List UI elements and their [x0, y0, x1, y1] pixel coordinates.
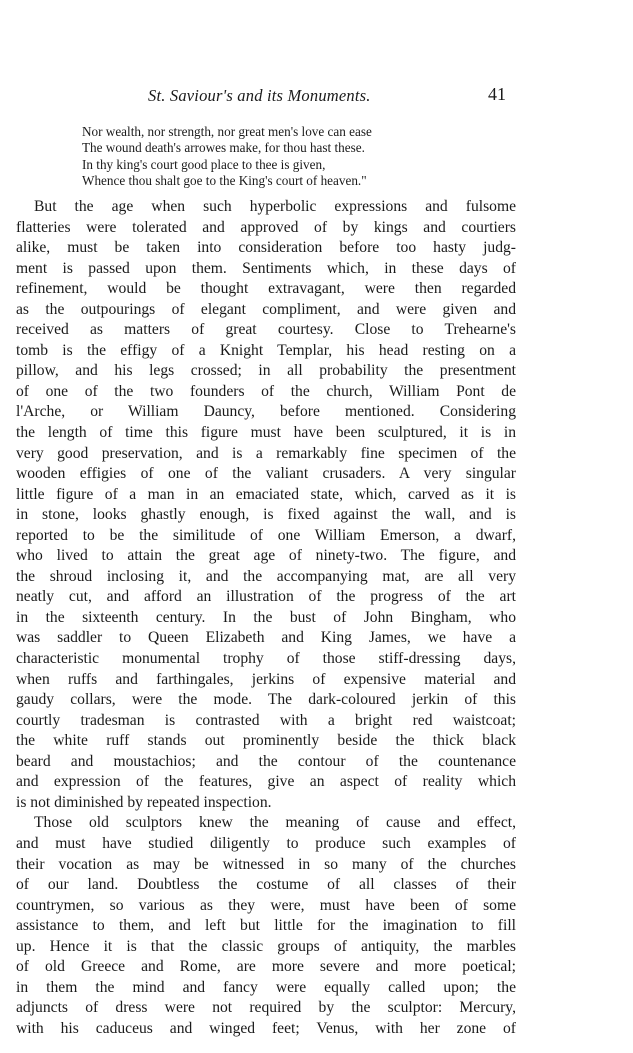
text-line: the white ruff stands out prominently beside the thick black: [16, 732, 516, 750]
text-line: neatly cut, and afford an illustration of the progress of the art: [16, 588, 516, 606]
text-line: tomb is the effigy of a Knight Templar, his head resting on a: [16, 341, 516, 359]
running-title: St. Saviour's and its Monuments.: [148, 86, 371, 105]
text-line: assistance to them, and left but little for the imagination to fill: [16, 917, 516, 935]
text-line: very good preservation, and is a remarkably fine specimen of the: [16, 444, 516, 462]
text-line: and must have studied diligently to produce such examples of: [16, 834, 516, 852]
text-line: as the outpourings of elegant compliment, and were given and: [16, 300, 516, 318]
text-line: in stone, looks ghastly enough, is fixed against the wall, and is: [16, 506, 516, 524]
text-line: refinement, would be thought extravagant, were then regarded: [16, 280, 516, 298]
text-line: is not diminished by repeated inspection.: [16, 793, 272, 811]
verse-quotation: [82, 124, 522, 189]
text-line: characteristic monumental trophy of those stiff-dressing days,: [16, 650, 516, 668]
text-line: in them the mind and fancy were equally called upon; the: [16, 978, 516, 996]
text-line: when ruffs and farthingales, jerkins of expensive material and: [16, 670, 516, 688]
verse-line: In thy king's court good place to thee is given,: [82, 156, 326, 172]
text-line: alike, must be taken into consideration before too hasty judg-: [16, 239, 516, 257]
text-line: up. Hence it is that the classic groups of antiquity, the marbles: [16, 937, 516, 955]
text-line: reported to be the similitude of one William Emerson, a dwarf,: [16, 526, 516, 544]
text-line: little figure of a man in an emaciated state, which, carved as it is: [16, 485, 516, 503]
text-line: their vocation as may be witnessed in so many of the churches: [16, 855, 516, 873]
text-line: courtly tradesman is contrasted with a bright red waistcoat;: [16, 711, 516, 729]
text-line: But the age when such hyperbolic expressions and fulsome: [34, 198, 516, 215]
text-line: received as matters of great courtesy. Close to Trehearne's: [16, 321, 516, 339]
page-number: 41: [488, 84, 506, 104]
text-line: of one of the two founders of the church, William Pont de: [16, 382, 516, 400]
text-line: the length of time this figure must have been sculptured, it is in: [16, 424, 516, 442]
text-line: of old Greece and Rome, are more severe and more poetical;: [16, 958, 516, 976]
text-line: in the sixteenth century. In the bust of John Bingham, who: [16, 608, 516, 626]
text-line: Those old sculptors knew the meaning of cause and effect,: [34, 814, 516, 832]
text-line: ment is passed upon them. Sentiments which, in these days of: [16, 259, 516, 277]
paragraph-1: [16, 197, 516, 813]
paragraph-2: [16, 813, 516, 1039]
text-line: flatteries were tolerated and approved of by kings and courtiers: [16, 218, 516, 236]
text-line: countrymen, so various as they were, must have been of some: [16, 896, 516, 914]
text-line: l'Arche, or William Dauncy, before mentioned. Considering: [16, 403, 516, 421]
text-line: and expression of the features, give an aspect of reality which: [16, 773, 516, 791]
body-text: [16, 197, 516, 1039]
verse-line: The wound death's arrowes make, for thou hast these.: [82, 140, 365, 156]
text-line: pillow, and his legs crossed; in all probability the presentment: [16, 362, 516, 380]
text-line: the shroud inclosing it, and the accompanying mat, are all very: [16, 567, 516, 585]
text-line: with his caduceus and winged feet; Venus, with her zone of: [16, 1019, 516, 1037]
text-line: gaudy collars, were the mode. The dark-coloured jerkin of this: [16, 691, 516, 709]
text-line: was saddler to Queen Elizabeth and King James, we have a: [16, 629, 516, 647]
text-line: of our land. Doubtless the costume of all classes of their: [16, 876, 516, 894]
verse-line: Nor wealth, nor strength, nor great men's love can ease: [82, 124, 372, 139]
verse-line: Whence thou shalt goe to the King's court of heaven.": [82, 172, 367, 188]
text-line: who lived to attain the great age of ninety-two. The figure, and: [16, 547, 516, 565]
text-line: beard and moustachios; and the contour of the countenance: [16, 752, 516, 770]
running-head: [0, 86, 633, 108]
text-line: adjuncts of dress were not required by the sculptor: Mercury,: [16, 999, 516, 1017]
text-line: wooden effigies of one of the valiant crusaders. A very singular: [16, 465, 516, 483]
